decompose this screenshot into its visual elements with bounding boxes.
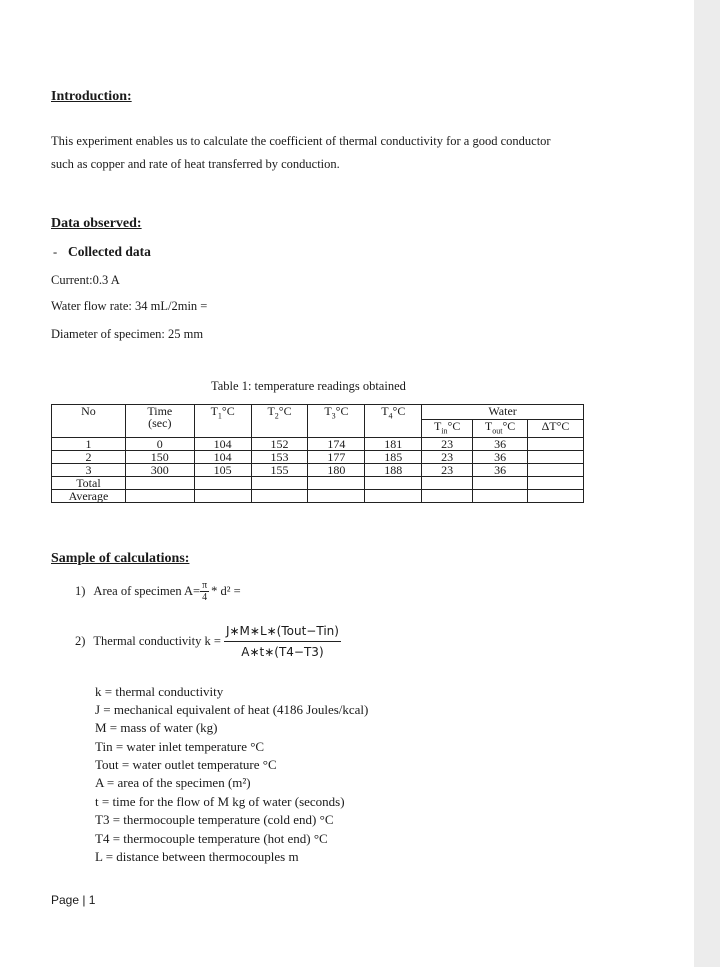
cell-no: 2 bbox=[52, 451, 126, 464]
cell-t1: 104 bbox=[194, 438, 251, 451]
cell-t4: 188 bbox=[365, 464, 422, 477]
conductivity-fraction bbox=[224, 624, 341, 659]
cell-time: 150 bbox=[125, 451, 194, 464]
header-tin: $T_{in}^\circ C$ bbox=[422, 420, 473, 438]
cell-time: 300 bbox=[125, 464, 194, 477]
cell-tin: 23 bbox=[422, 451, 473, 464]
header-time: Time (sec) bbox=[125, 405, 194, 438]
table-row bbox=[52, 451, 584, 464]
fraction-denominator: A∗t∗(T4−T3) bbox=[241, 645, 324, 659]
definition-line: Tin = water inlet temperature °C bbox=[95, 739, 265, 754]
total-label: Total bbox=[52, 477, 126, 490]
cell-t2: 155 bbox=[251, 464, 308, 477]
specimen-diameter: Diameter of specimen: 25 mm bbox=[51, 327, 204, 341]
cell-t1: 105 bbox=[194, 464, 251, 477]
conductivity-label: Thermal conductivity k = bbox=[93, 634, 221, 648]
header-t1: $T_1^\circ C$ bbox=[194, 405, 251, 438]
header-no: No bbox=[52, 405, 126, 438]
cell-tin: 23 bbox=[422, 464, 473, 477]
water-flow-rate: Water flow rate: 34 mL/2min = bbox=[51, 299, 208, 313]
definition-line: T4 = thermocouple temperature (hot end) °C bbox=[95, 831, 328, 846]
intro-line-1: This experiment enables us to calculate the coefficient of thermal conductivity for a good conductor bbox=[51, 134, 551, 148]
cell-delta-t bbox=[528, 451, 584, 464]
table-caption: Table 1: temperature readings obtained bbox=[211, 379, 406, 393]
cell-tout: 36 bbox=[473, 438, 528, 451]
pi-over-four: $\frac{\pi}{4}$ bbox=[202, 580, 208, 603]
total-row bbox=[52, 477, 584, 490]
cell-time: 0 bbox=[125, 438, 194, 451]
cell-t2: 153 bbox=[251, 451, 308, 464]
definition-line: k = thermal conductivity bbox=[95, 684, 224, 699]
viewer-side-margin bbox=[694, 0, 720, 967]
cell-tin: 23 bbox=[422, 438, 473, 451]
cell-no: 3 bbox=[52, 464, 126, 477]
introduction-heading: Introduction: bbox=[51, 89, 132, 104]
collected-data-subheading: Collected data bbox=[68, 244, 151, 259]
average-label: Average bbox=[52, 490, 126, 503]
cell-t3: 180 bbox=[308, 464, 365, 477]
item-1-number: 1) bbox=[75, 584, 86, 598]
definition-line: J = mechanical equivalent of heat (4186 Joules/kcal) bbox=[95, 702, 369, 717]
bullet-dash: - bbox=[53, 245, 58, 259]
conductivity-formula bbox=[75, 624, 341, 659]
cell-delta-t bbox=[528, 464, 584, 477]
definition-line: M = mass of water (kg) bbox=[95, 720, 218, 735]
calculations-heading: Sample of calculations: bbox=[51, 551, 190, 566]
definition-line: A = area of the specimen (m²) bbox=[95, 775, 251, 790]
definition-line: Tout = water outlet temperature °C bbox=[95, 757, 277, 772]
cell-delta-t bbox=[528, 438, 584, 451]
area-tail: * d² = bbox=[211, 584, 241, 598]
average-row bbox=[52, 490, 584, 503]
cell-t3: 177 bbox=[308, 451, 365, 464]
intro-line-2: such as copper and rate of heat transferred by conduction. bbox=[51, 157, 340, 171]
cell-tout: 36 bbox=[473, 464, 528, 477]
header-water: Water bbox=[422, 405, 584, 420]
table-row bbox=[52, 438, 584, 451]
area-label: Area of specimen A= bbox=[93, 584, 201, 598]
definition-line: t = time for the flow of M kg of water (seconds) bbox=[95, 794, 345, 809]
header-delta-t: ΔT°C bbox=[528, 420, 584, 438]
header-tout: $T_{out}^\circ C$ bbox=[473, 420, 528, 438]
cell-no: 1 bbox=[52, 438, 126, 451]
cell-tout: 36 bbox=[473, 451, 528, 464]
definition-line: T3 = thermocouple temperature (cold end) °C bbox=[95, 812, 334, 827]
cell-t4: 181 bbox=[365, 438, 422, 451]
temperature-table bbox=[51, 404, 584, 503]
page-number: Page | 1 bbox=[51, 893, 96, 907]
header-t4: $T_4^\circ C$ bbox=[365, 405, 422, 438]
area-formula bbox=[75, 580, 241, 603]
data-observed-heading: Data observed: bbox=[51, 216, 142, 231]
header-t2: $T_2^\circ C$ bbox=[251, 405, 308, 438]
cell-t1: 104 bbox=[194, 451, 251, 464]
current-value: Current:0.3 A bbox=[51, 273, 120, 287]
cell-t2: 152 bbox=[251, 438, 308, 451]
cell-t3: 174 bbox=[308, 438, 365, 451]
header-t3: $T_3^\circ C$ bbox=[308, 405, 365, 438]
cell-t4: 185 bbox=[365, 451, 422, 464]
definition-line: L = distance between thermocouples m bbox=[95, 849, 299, 864]
table-row bbox=[52, 464, 584, 477]
item-2-number: 2) bbox=[75, 634, 86, 648]
fraction-numerator: J∗M∗L∗(Tout−Tin) bbox=[224, 624, 341, 642]
